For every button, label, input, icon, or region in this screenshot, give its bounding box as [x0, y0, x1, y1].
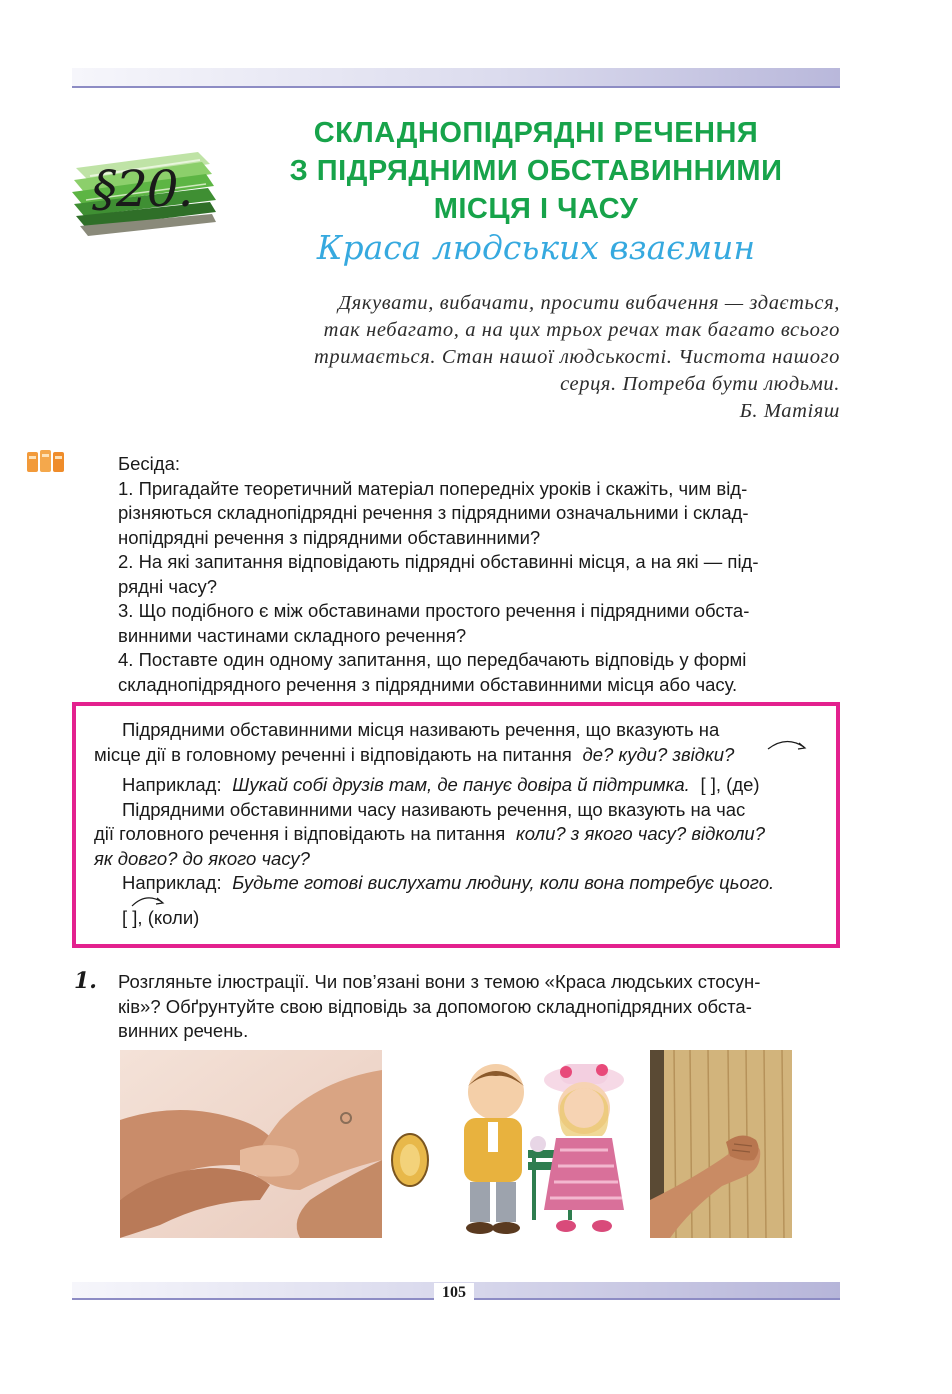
epigraph-author: Б. Матіяш	[739, 400, 840, 422]
rule-time-questions-line-2	[94, 847, 824, 872]
rule-place-questions-line	[94, 743, 824, 768]
example-label: Наприклад:	[122, 774, 222, 795]
rule-time-scheme	[94, 906, 824, 931]
knocking-door-image	[650, 1050, 792, 1238]
arc-arrow-icon	[766, 737, 810, 751]
rule-box	[72, 702, 840, 948]
task-line: ків»? Обґрунтуйте свою відповідь за допомогою складнопідрядних обста-	[118, 995, 752, 1017]
conversation-questions	[118, 452, 840, 697]
rule-questions: як довго? до якого часу?	[94, 847, 310, 869]
books-icon	[26, 446, 66, 474]
conversation-line: винними частинами складного речення?	[118, 624, 467, 646]
rule-time-questions-line	[94, 822, 824, 847]
rule-time-example	[94, 871, 824, 896]
example-label: Наприклад:	[122, 872, 222, 893]
conversation-line: нопідрядні речення з підрядними обставинними?	[118, 526, 541, 548]
epigraph-line: так небагато, а на цих трьох речах так багато всього	[323, 319, 840, 341]
example-sentence: Будьте готові вислухати людину, коли вона потребує цього.	[232, 872, 775, 893]
conversation-line: рядні часу?	[118, 575, 218, 597]
rule-place-definition: Підрядними обставинними місця називають речення, що вказують на	[122, 719, 720, 740]
conversation-line: складнопідрядного речення з підрядними обставинними місця або часу.	[118, 673, 738, 695]
conversation-line: 3. Що подібного є між обставинами простого речення і підрядними обста-	[118, 600, 750, 621]
title-line: З ПІДРЯДНИМИ ОБСТАВИННИМИ	[289, 155, 783, 187]
rule-text	[94, 718, 824, 930]
rule-questions: де? куди? звідки?	[582, 743, 735, 765]
task-line: винних речень.	[118, 1020, 249, 1041]
page-number: 105	[434, 1283, 474, 1303]
example-sentence: Шукай собі друзів там, де панує довіра й підтримка.	[232, 774, 690, 795]
example-scheme: [ ], (де)	[700, 774, 760, 795]
section-title	[232, 114, 840, 228]
rule-text-plain: дії головного речення і відповідають на питання	[94, 823, 506, 844]
epigraph-line: тримається. Стан нашої людськості. Чистота нашого	[314, 346, 840, 368]
conversation-line: 1. Пригадайте теоретичний матеріал попередніх уроків і скажіть, чим від-	[118, 477, 748, 499]
section-subtitle: Краса людських взаємин	[316, 228, 756, 267]
title-line: МІСЦЯ І ЧАСУ	[433, 193, 639, 225]
epigraph	[228, 290, 840, 425]
conversation-line: 2. На які запитання відповідають підрядні обставинні місця, а на які — під-	[118, 551, 759, 572]
holding-hands-image	[120, 1050, 382, 1238]
title-line: СКЛАДНОПІДРЯДНІ РЕЧЕННЯ	[313, 117, 759, 149]
epigraph-line: Дякувати, вибачати, просити вибачення — здається,	[338, 292, 840, 314]
section-number: §20.	[92, 160, 193, 218]
cartoon-children-image	[388, 1050, 636, 1238]
task-text	[118, 970, 840, 1044]
rule-questions: коли? з якого часу? відколи?	[516, 823, 765, 844]
task-number: 1.	[74, 968, 97, 994]
rule-place-example	[94, 773, 824, 798]
example-scheme: [ ], (коли)	[122, 906, 200, 928]
conversation-line: 4. Поставте один одному запитання, що передбачають відповідь у формі	[118, 649, 747, 670]
top-decorative-bar	[72, 68, 840, 88]
section-badge	[70, 146, 220, 238]
illustration-holding-hands	[120, 1050, 382, 1238]
conversation-line: різняються складнопідрядні речення з підрядними означальними і склад-	[118, 502, 749, 523]
illustration-knocking-door	[650, 1050, 792, 1238]
conversation-heading: Бесіда:	[118, 453, 181, 474]
epigraph-line: серця. Потреба бути людьми.	[560, 373, 840, 395]
task-line: Розгляньте ілюстрації. Чи пов’язані вони з темою «Краса людських стосун-	[118, 971, 761, 992]
arc-arrow-icon	[128, 894, 168, 908]
illustration-children	[388, 1050, 636, 1238]
rule-time-definition: Підрядними обставинними часу називають речення, що вказують на час	[122, 798, 746, 820]
rule-text-plain: місце дії в головному реченні і відповідають на питання	[94, 743, 572, 765]
